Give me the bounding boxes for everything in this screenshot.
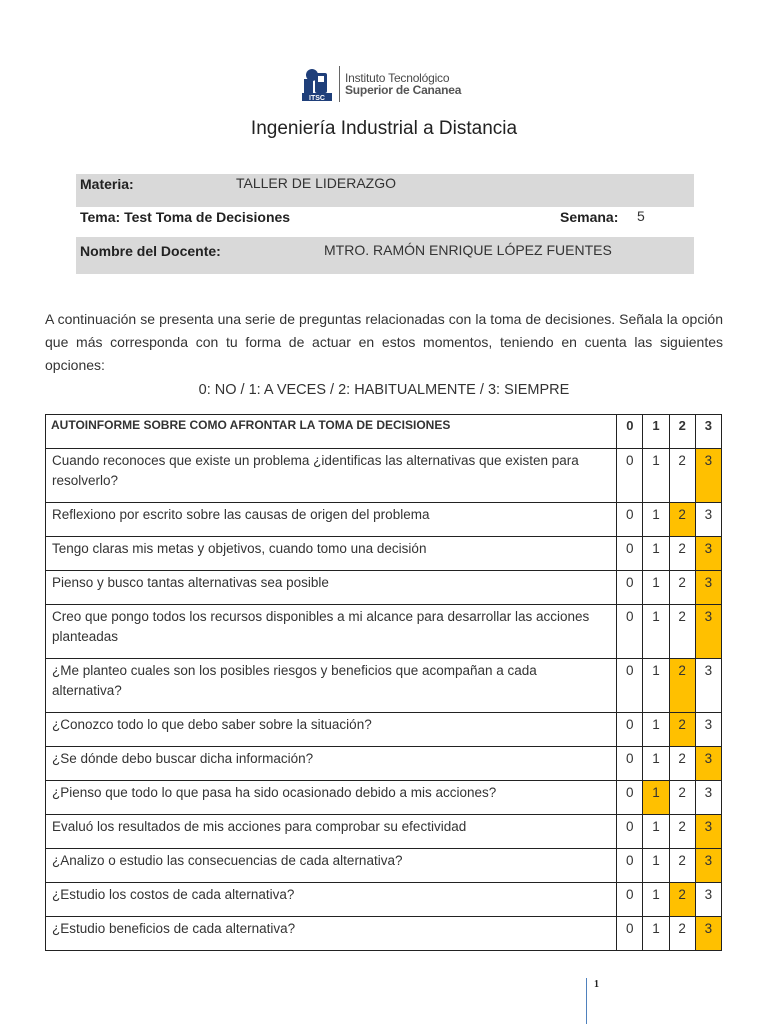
rating-cell-0[interactable]: 0 <box>617 537 643 571</box>
page-number: 1 <box>594 979 599 990</box>
rating-cell-0[interactable]: 0 <box>617 571 643 605</box>
rating-cell-0[interactable]: 0 <box>617 605 643 659</box>
table-row <box>46 713 722 747</box>
rating-cell-0[interactable]: 0 <box>617 713 643 747</box>
table-row <box>46 605 722 659</box>
institute-logo <box>300 64 461 104</box>
table-row <box>46 659 722 713</box>
rating-cell-2[interactable]: 2 <box>669 917 695 951</box>
table-row <box>46 747 722 781</box>
institute-name-line1: Instituto Tecnológico <box>345 71 450 85</box>
rating-cell-0[interactable]: 0 <box>617 815 643 849</box>
question-text: ¿Me planteo cuales son los posibles riesgos y beneficios que acompañan a cada alternativa? <box>46 659 617 713</box>
rating-cell-0[interactable]: 0 <box>617 659 643 713</box>
rating-cell-3[interactable]: 3 <box>695 503 721 537</box>
question-text: ¿Conozco todo lo que debo saber sobre la situación? <box>46 713 617 747</box>
rating-cell-0[interactable]: 0 <box>617 449 643 503</box>
rating-cell-3-selected[interactable]: 3 <box>695 605 721 659</box>
question-text: Pienso y busco tantas alternativas sea posible <box>46 571 617 605</box>
rating-cell-3-selected[interactable]: 3 <box>695 849 721 883</box>
semana-value: 5 <box>637 208 645 224</box>
question-text: Tengo claras mis metas y objetivos, cuando tomo una decisión <box>46 537 617 571</box>
scale-header-2: 2 <box>669 415 695 449</box>
question-text: Evaluó los resultados de mis acciones para comprobar su efectividad <box>46 815 617 849</box>
rating-cell-0[interactable]: 0 <box>617 503 643 537</box>
rating-cell-0[interactable]: 0 <box>617 883 643 917</box>
rating-cell-3[interactable]: 3 <box>695 659 721 713</box>
logo-divider <box>339 66 340 102</box>
document-title: Ingeniería Industrial a Distancia <box>250 118 518 139</box>
rating-cell-3-selected[interactable]: 3 <box>695 815 721 849</box>
rating-cell-1[interactable]: 1 <box>643 747 669 781</box>
table-header-row <box>46 415 722 449</box>
scale-header-3: 3 <box>695 415 721 449</box>
rating-cell-1[interactable]: 1 <box>643 503 669 537</box>
rating-cell-3-selected[interactable]: 3 <box>695 917 721 951</box>
rating-cell-0[interactable]: 0 <box>617 849 643 883</box>
rating-cell-3-selected[interactable]: 3 <box>695 537 721 571</box>
rating-cell-2[interactable]: 2 <box>669 537 695 571</box>
rating-cell-0[interactable]: 0 <box>617 781 643 815</box>
rating-cell-2[interactable]: 2 <box>669 571 695 605</box>
rating-cell-2[interactable]: 2 <box>669 849 695 883</box>
rating-cell-1[interactable]: 1 <box>643 849 669 883</box>
itsc-logo-icon <box>300 65 336 103</box>
question-text: ¿Estudio los costos de cada alternativa? <box>46 883 617 917</box>
table-row <box>46 537 722 571</box>
rating-cell-3-selected[interactable]: 3 <box>695 571 721 605</box>
docente-row <box>76 237 694 274</box>
rating-cell-3[interactable]: 3 <box>695 781 721 815</box>
docente-label: Nombre del Docente: <box>80 243 221 259</box>
rating-cell-2-selected[interactable]: 2 <box>669 659 695 713</box>
rating-cell-1[interactable]: 1 <box>643 449 669 503</box>
svg-text:ITSC: ITSC <box>309 95 325 102</box>
table-row <box>46 815 722 849</box>
rating-cell-0[interactable]: 0 <box>617 917 643 951</box>
question-text: ¿Analizo o estudio las consecuencias de cada alternativa? <box>46 849 617 883</box>
materia-label: Materia: <box>80 176 134 192</box>
question-text: ¿Se dónde debo buscar dicha información? <box>46 747 617 781</box>
rating-cell-2[interactable]: 2 <box>669 747 695 781</box>
institute-name-line2: Superior de Cananea <box>345 83 462 97</box>
rating-cell-1[interactable]: 1 <box>643 883 669 917</box>
rating-cell-1[interactable]: 1 <box>643 605 669 659</box>
rating-cell-3[interactable]: 3 <box>695 713 721 747</box>
rating-cell-2[interactable]: 2 <box>669 815 695 849</box>
rating-cell-2[interactable]: 2 <box>669 781 695 815</box>
semana-label: Semana: <box>560 209 619 225</box>
tema-label: Tema: Test Toma de Decisiones <box>80 209 291 225</box>
table-header-title: AUTOINFORME SOBRE COMO AFRONTAR LA TOMA DE DECISIONES <box>46 415 617 449</box>
rating-cell-1[interactable]: 1 <box>643 815 669 849</box>
table-row <box>46 883 722 917</box>
options-legend: 0: NO / 1: A VECES / 2: HABITUALMENTE / 3: SIEMPRE <box>198 382 570 398</box>
materia-row <box>76 174 694 207</box>
rating-cell-2-selected[interactable]: 2 <box>669 503 695 537</box>
rating-cell-3-selected[interactable]: 3 <box>695 747 721 781</box>
rating-cell-2[interactable]: 2 <box>669 449 695 503</box>
instructions-paragraph: A continuación se presenta una serie de preguntas relacionadas con la toma de decisiones. Señala la opción que más corresponda con tu forma de actuar en estos momentos, teniendo en cuenta las siguientes opciones: <box>45 311 723 373</box>
question-text: Reflexiono por escrito sobre las causas de origen del problema <box>46 503 617 537</box>
table-row <box>46 849 722 883</box>
table-row <box>46 449 722 503</box>
table-row <box>46 503 722 537</box>
rating-cell-3[interactable]: 3 <box>695 883 721 917</box>
table-row <box>46 917 722 951</box>
rating-cell-1[interactable]: 1 <box>643 713 669 747</box>
rating-cell-2-selected[interactable]: 2 <box>669 713 695 747</box>
scale-header-1: 1 <box>643 415 669 449</box>
rating-cell-1-selected[interactable]: 1 <box>643 781 669 815</box>
rating-cell-1[interactable]: 1 <box>643 917 669 951</box>
rating-cell-1[interactable]: 1 <box>643 659 669 713</box>
page-number-rule <box>586 978 587 1024</box>
table-row <box>46 781 722 815</box>
tema-row <box>76 207 694 237</box>
docente-value: MTRO. RAMÓN ENRIQUE LÓPEZ FUENTES <box>324 242 612 258</box>
rating-cell-0[interactable]: 0 <box>617 747 643 781</box>
table-row <box>46 571 722 605</box>
rating-cell-1[interactable]: 1 <box>643 537 669 571</box>
rating-cell-3-selected[interactable]: 3 <box>695 449 721 503</box>
question-text: ¿Pienso que todo lo que pasa ha sido ocasionado debido a mis acciones? <box>46 781 617 815</box>
question-text: Creo que pongo todos los recursos disponibles a mi alcance para desarrollar las acciones planteadas <box>46 605 617 659</box>
rating-cell-2[interactable]: 2 <box>669 605 695 659</box>
rating-cell-1[interactable]: 1 <box>643 571 669 605</box>
question-text: ¿Estudio beneficios de cada alternativa? <box>46 917 617 951</box>
questionnaire-body <box>46 449 722 951</box>
materia-value: TALLER DE LIDERAZGO <box>236 175 397 191</box>
question-text: Cuando reconoces que existe un problema ¿identificas las alternativas que existen para resolverlo? <box>46 449 617 503</box>
questionnaire-table <box>45 414 722 951</box>
institute-name <box>345 72 461 96</box>
rating-cell-2-selected[interactable]: 2 <box>669 883 695 917</box>
scale-header-0: 0 <box>617 415 643 449</box>
